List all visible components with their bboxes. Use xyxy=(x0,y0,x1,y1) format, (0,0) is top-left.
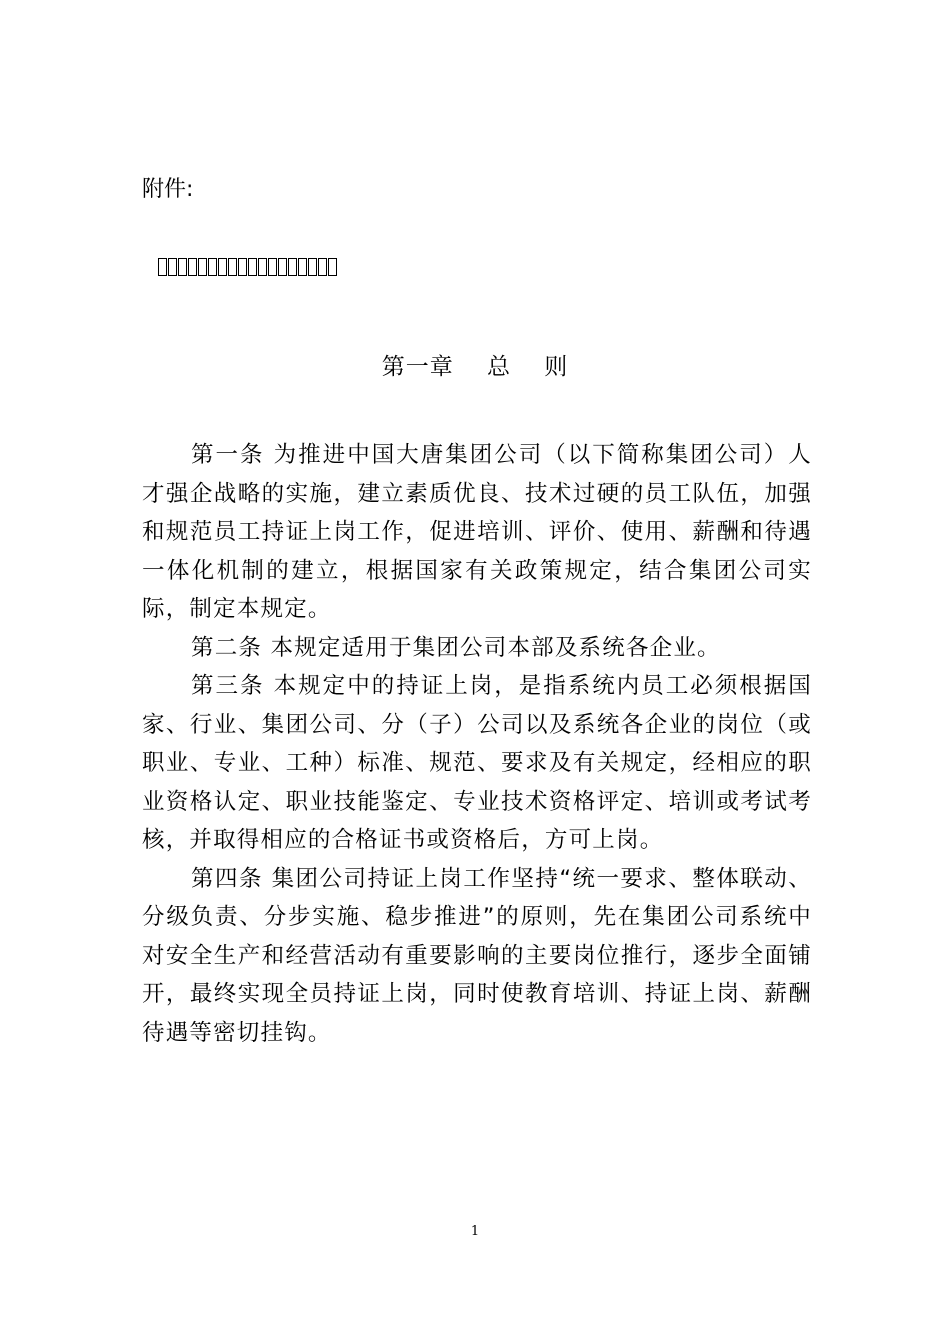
missing-glyph-box xyxy=(258,258,267,276)
missing-glyph-box xyxy=(238,258,247,276)
attachment-label: 附件: xyxy=(142,177,194,202)
missing-glyph-box xyxy=(308,258,317,276)
missing-glyph-box xyxy=(248,258,257,276)
missing-glyph-box xyxy=(198,258,207,276)
missing-glyph-box xyxy=(158,258,167,276)
missing-glyph-box xyxy=(188,258,197,276)
missing-glyph-box xyxy=(268,258,277,276)
article-1: 第一条 为推进中国大唐集团公司（以下简称集团公司）人才强企战略的实施，建立素质优良、技术过硬的员工队伍，加强和规范员工持证上岗工作，促进培训、评价、使用、薪酬和待遇一体化机制的建立，根据国家有关政策规定，结合集团公司实际，制定本规定。 xyxy=(142,442,812,622)
missing-glyph-box xyxy=(168,258,177,276)
missing-glyph-box xyxy=(278,258,287,276)
missing-glyph-box xyxy=(228,258,237,276)
body-text xyxy=(142,436,812,1052)
missing-glyph-box xyxy=(328,258,337,276)
missing-glyph-box xyxy=(208,258,217,276)
article-4: 第四条 集团公司持证上岗工作坚持“统一要求、整体联动、分级负责、分步实施、稳步推进”的原则，先在集团公司系统中对安全生产和经营活动有重要影响的主要岗位推行，逐步全面铺开，最终实现全员持证上岗，同时使教育培训、持证上岗、薪酬待遇等密切挂钩。 xyxy=(142,865,812,1046)
missing-glyph-box xyxy=(318,258,327,276)
missing-glyph-box xyxy=(178,258,187,276)
article-3: 第三条 本规定中的持证上岗，是指系统内员工必须根据国家、行业、集团公司、分（子）公司以及系统各企业的岗位（或职业、专业、工种）标准、规范、要求及有关规定，经相应的职业资格认定、职业技能鉴定、专业技术资格评定、培训或考试考核，并取得相应的合格证书或资格后，方可上岗。 xyxy=(142,673,812,853)
missing-glyph-box xyxy=(218,258,227,276)
chapter-heading xyxy=(0,347,950,387)
chapter-heading-text: 第一章 总 则 xyxy=(381,354,569,380)
document-title-missing-glyphs xyxy=(158,252,337,282)
missing-glyph-box xyxy=(288,258,297,276)
missing-glyph-box xyxy=(298,258,307,276)
article-2: 第二条 本规定适用于集团公司本部及系统各企业。 xyxy=(191,634,721,661)
page-number: 1 xyxy=(470,1224,480,1239)
